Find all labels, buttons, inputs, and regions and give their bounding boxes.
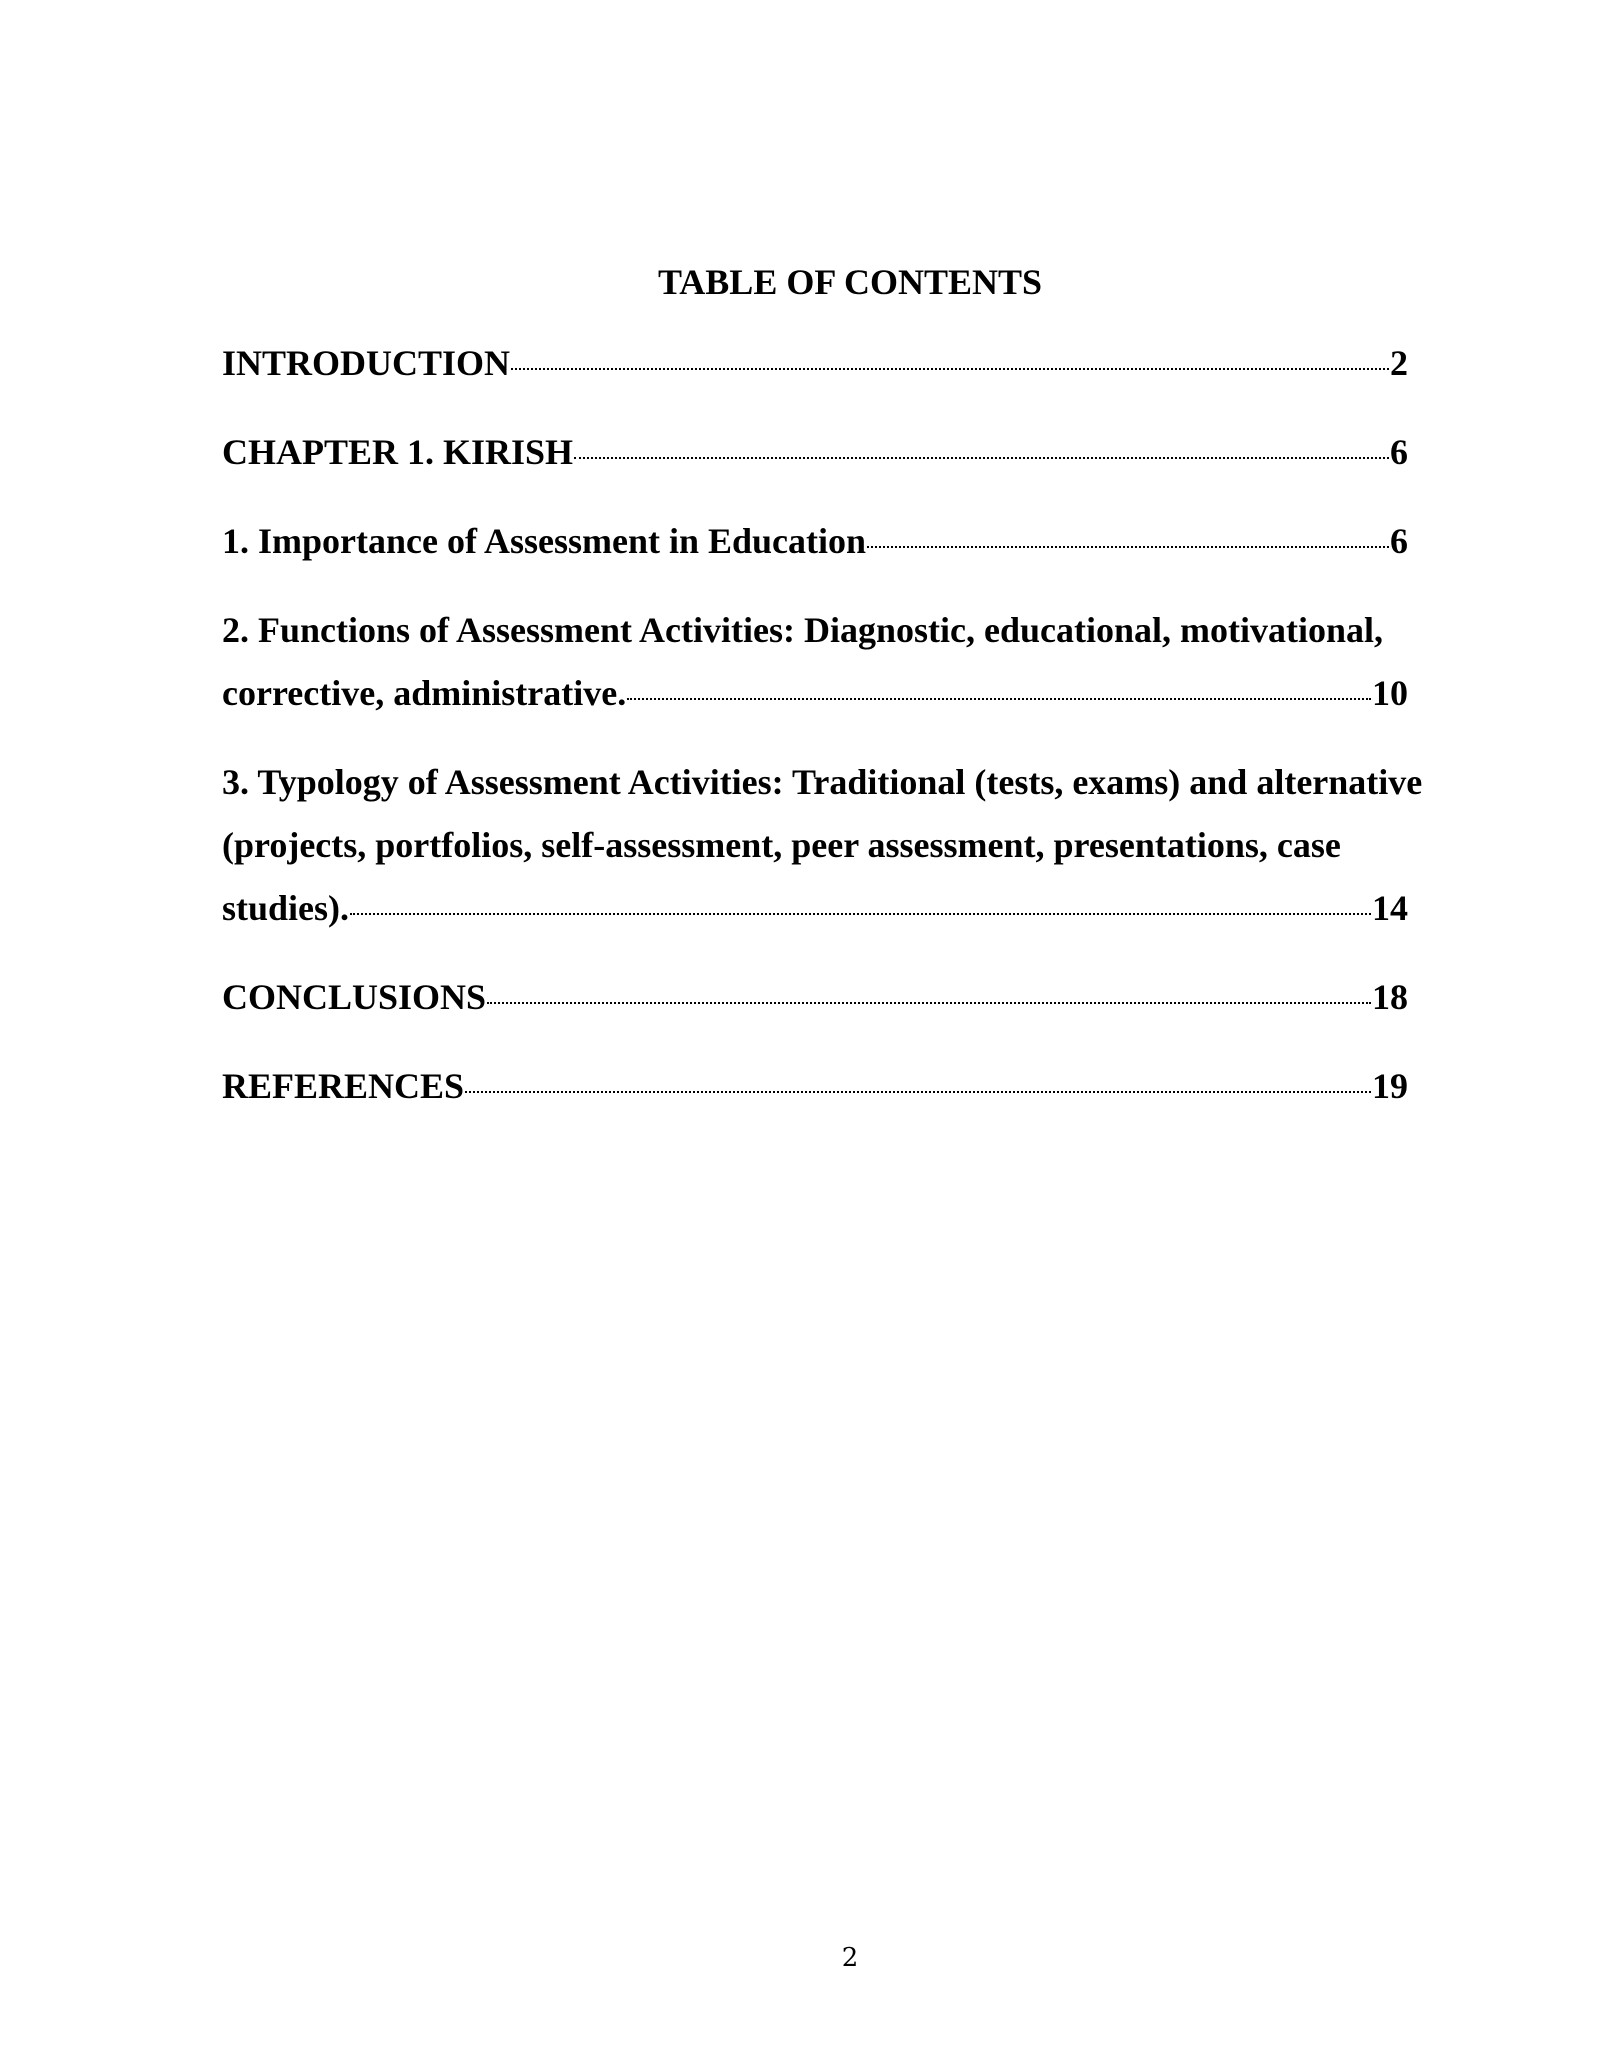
dot-leader [487,1002,1371,1004]
page-number: 2 [841,1943,859,1973]
toc-entry-line [222,1055,1408,1118]
toc-entry-page-number: 2 [1390,343,1408,383]
toc-entry-text: REFERENCES [222,1066,465,1106]
toc-entry-page-number: 14 [1372,888,1408,928]
toc-entry-section-1[interactable] [222,510,1408,573]
toc-entry-page-number: 6 [1390,521,1408,561]
toc-entry-references[interactable] [222,1055,1408,1118]
toc-entry-text-line: (projects, portfolios, self-assessment, peer assessment, presentations, case [222,825,1341,865]
toc-entry-page-number: 6 [1390,432,1408,472]
table-of-contents [222,332,1423,1144]
dot-leader [574,457,1389,459]
toc-entry-line [222,662,1408,725]
toc-entry-section-3[interactable] [222,751,1423,940]
toc-entry-line [222,421,1408,484]
toc-entry-line [222,332,1408,395]
toc-entry-conclusions[interactable] [222,966,1408,1029]
toc-entry-line [222,966,1408,1029]
toc-entry-text-line: 2. Functions of Assessment Activities: Diagnostic, educational, motivational, [222,610,1383,650]
toc-entry-page-number: 10 [1372,673,1408,713]
toc-entry-introduction[interactable] [222,332,1408,395]
toc-entry-text: corrective, administrative. [222,673,627,713]
dot-leader [511,368,1389,370]
toc-title: TABLE OF CONTENTS [657,262,1043,302]
toc-entry-line [222,510,1408,573]
toc-entry-line [222,877,1408,940]
toc-entry-text: studies). [222,888,350,928]
toc-entry-text: INTRODUCTION [222,343,511,383]
dot-leader [350,913,1371,915]
toc-entry-text: CONCLUSIONS [222,977,487,1017]
toc-entry-page-number: 18 [1372,977,1408,1017]
dot-leader [867,546,1389,548]
toc-entry-section-2[interactable] [222,599,1408,725]
dot-leader [627,698,1371,700]
dot-leader [465,1091,1371,1093]
toc-entry-chapter-1[interactable] [222,421,1408,484]
toc-entry-text-line: 3. Typology of Assessment Activities: Traditional (tests, exams) and alternative [222,762,1423,802]
toc-entry-text: 1. Importance of Assessment in Education [222,521,867,561]
toc-entry-text: CHAPTER 1. KIRISH [222,432,574,472]
toc-entry-page-number: 19 [1372,1066,1408,1106]
